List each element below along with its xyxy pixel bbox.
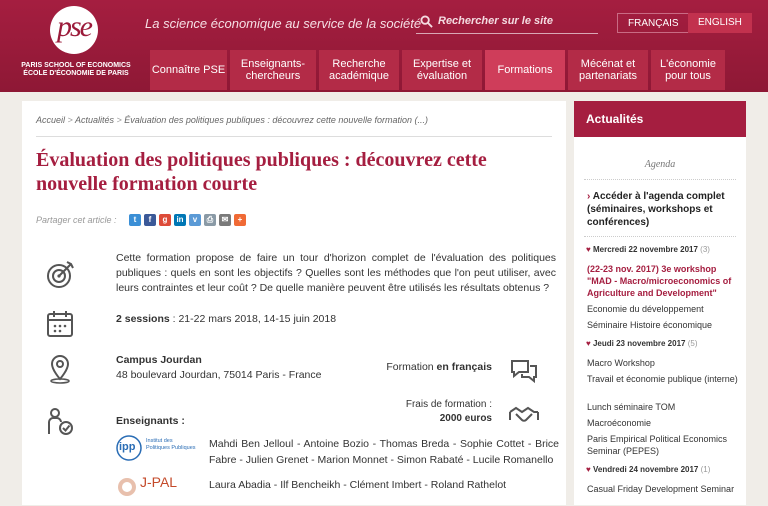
agenda-day-date: Mercredi 22 novembre 2017: [592, 245, 698, 254]
addthis-icon[interactable]: +: [234, 214, 246, 226]
campus-address: 48 boulevard Jourdan, 75014 Paris - France: [116, 369, 322, 381]
sessions-info: [116, 313, 336, 325]
teachers-label: Enseignants :: [116, 415, 185, 427]
agenda-event[interactable]: Macroéconomie: [587, 418, 652, 428]
jpal-teachers: Laura Abadia - Ilf Bencheikh - Clément Imbert - Roland Rathelot: [209, 479, 507, 491]
logo-line-2: ÉCOLE D'ÉCONOMIE DE PARIS: [23, 70, 129, 77]
sessions-label: 2 sessions: [116, 313, 170, 325]
nav-connaitre-pse[interactable]: Connaître PSE: [150, 50, 227, 90]
agenda-event[interactable]: Travail et économie publique (interne): [587, 374, 738, 384]
agenda-day-date: Vendredi 24 novembre 2017: [592, 465, 699, 474]
jpal-logo-mark: [116, 476, 138, 498]
heart-icon: ♥: [586, 339, 593, 348]
logo-mark-text: pse: [57, 10, 91, 43]
logo-text: [18, 62, 134, 78]
nav-recherche[interactable]: Recherche académique: [319, 50, 399, 90]
agenda-day-2: [586, 339, 698, 348]
agenda-event[interactable]: Lunch séminaire TOM: [587, 402, 676, 412]
sidebar-heading[interactable]: Actualités: [574, 101, 746, 137]
chat-bubbles-icon: [508, 355, 540, 387]
jpal-logo[interactable]: [116, 474, 196, 502]
email-icon[interactable]: ✉: [219, 214, 231, 226]
search-box[interactable]: [416, 12, 598, 34]
agenda-full-link-text: Accéder à l'agenda complet (séminaires, workshops et conférences): [587, 191, 725, 228]
share-label: Partager cet article :: [36, 215, 117, 225]
heart-icon: ♥: [586, 245, 593, 254]
agenda-day-date: Jeudi 23 novembre 2017: [592, 339, 686, 348]
agenda-event[interactable]: Séminaire Histoire économique: [587, 320, 713, 330]
agenda-day-count: (5): [687, 339, 698, 348]
logo-mark: [50, 6, 98, 54]
twitter-icon[interactable]: t: [129, 214, 141, 226]
linkedin-icon[interactable]: in: [174, 214, 186, 226]
agenda-event[interactable]: Macro Workshop: [587, 358, 655, 368]
logo-line-1: PARIS SCHOOL OF ECONOMICS: [21, 62, 131, 69]
facebook-icon[interactable]: f: [144, 214, 156, 226]
search-icon[interactable]: [420, 15, 433, 28]
tagline: La science économique au service de la société: [145, 16, 422, 31]
map-pin-icon: [44, 353, 76, 385]
ipp-logo-caption: Institut des Politiques Publiques: [146, 438, 196, 451]
nav-mecenat[interactable]: Mécénat et partenariats: [568, 50, 648, 90]
sessions-dates: : 21-22 mars 2018, 14-15 juin 2018: [169, 313, 337, 325]
sidebar: [574, 101, 746, 505]
campus-name: Campus Jourdan: [116, 354, 202, 366]
lang-fr-button[interactable]: FRANÇAIS: [617, 13, 690, 33]
teachers-row: [44, 406, 559, 506]
formation-lang: en français: [436, 361, 492, 373]
agenda-day-count: (3): [700, 245, 710, 254]
agenda-day-count: (1): [700, 465, 711, 474]
breadcrumb-news[interactable]: Actualités: [74, 115, 114, 125]
target-icon: [44, 259, 76, 291]
nav-expertise[interactable]: Expertise et évaluation: [402, 50, 482, 90]
formation-language: [386, 361, 492, 373]
nav-economie-pour-tous[interactable]: L'économie pour tous: [651, 50, 725, 90]
agenda-event[interactable]: (22-23 nov. 2017) 3e workshop "MAD - Macro/microeconomics of Agriculture and Development": [587, 264, 732, 298]
agenda-event[interactable]: Casual Friday Development Seminar: [587, 484, 735, 494]
google-plus-icon[interactable]: g: [159, 214, 171, 226]
breadcrumb: [36, 115, 428, 125]
chevron-right-icon: ›: [587, 191, 593, 202]
fees-label: Frais de formation :: [405, 399, 492, 410]
ipp-teachers: Mahdi Ben Jelloul - Antoine Bozio - Thomas Breda - Sophie Cottet - Brice Fabre - Julien Grenet - Marion Monnet - Simon Rabaté - Lucile Romanello: [209, 438, 559, 466]
divider: [584, 179, 736, 180]
calendar-icon: [44, 308, 76, 340]
share-bar: [129, 214, 246, 226]
jpal-logo-text: J-PAL: [140, 474, 178, 490]
page-title: Évaluation des politiques publiques : découvrez cette nouvelle formation courte: [36, 149, 487, 195]
agenda-event[interactable]: Paris Empirical Political Economics Seminar (PEPES): [587, 434, 728, 456]
agenda-event[interactable]: Economie du développement: [587, 304, 704, 314]
viadeo-icon[interactable]: v: [189, 214, 201, 226]
breadcrumb-separator: >: [67, 115, 75, 125]
heart-icon: ♥: [586, 465, 593, 474]
article-panel: [22, 101, 566, 505]
objectives-row: [44, 251, 556, 299]
agenda-day-3: [586, 465, 710, 474]
agenda-day-1: [586, 245, 710, 254]
breadcrumb-home[interactable]: Accueil: [36, 115, 66, 125]
ipp-logo[interactable]: [116, 435, 196, 467]
nav-formations[interactable]: Formations: [485, 50, 565, 90]
site-header: [0, 0, 768, 92]
campus-info: [116, 353, 321, 383]
sessions-row: [44, 306, 556, 342]
agenda-title: Agenda: [644, 159, 676, 170]
pse-logo[interactable]: [18, 4, 134, 82]
teacher-check-icon: [44, 406, 76, 438]
divider: [584, 236, 736, 237]
breadcrumb-current: Évaluation des politiques publiques : découvrez cette nouvelle formation (...): [124, 115, 428, 125]
agenda-full-link[interactable]: [587, 190, 737, 229]
divider: [36, 136, 552, 137]
main-nav: [150, 50, 768, 90]
formation-prefix: Formation: [386, 361, 437, 373]
fees-value: 2000 euros: [439, 413, 492, 424]
location-row: [44, 353, 556, 389]
lang-en-button[interactable]: ENGLISH: [688, 13, 752, 33]
intro-text: Cette formation propose de faire un tour d'horizon complet de l'évaluation des politiques publiques : quels en sont les objectifs ? Quelles sont les méthodes que l'on peut utiliser, avec leurs contraintes et leur coût ? De quelle manière peuvent être utilisés les résultats obtenus ?: [116, 252, 556, 294]
search-input[interactable]: Rechercher sur le site: [438, 15, 553, 27]
ipp-logo-text: ipp: [119, 441, 136, 453]
print-icon[interactable]: ⎙: [204, 214, 216, 226]
nav-enseignants[interactable]: Enseignants-chercheurs: [230, 50, 316, 90]
breadcrumb-separator: >: [116, 115, 125, 125]
